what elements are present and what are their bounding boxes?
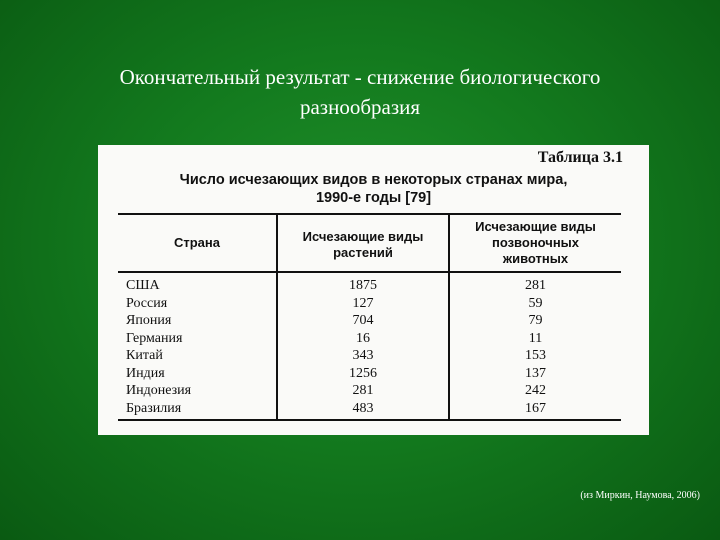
cell-country: Германия [126, 330, 183, 346]
cell-country: США [126, 278, 160, 293]
cell-country: Индонезия [126, 383, 192, 398]
table-number: Таблица 3.1 [537, 149, 623, 166]
cell-animals: 11 [528, 330, 543, 346]
header-country: Страна [173, 235, 220, 250]
cell-animals: 59 [528, 295, 543, 311]
cell-country: Россия [126, 295, 168, 311]
cell-animals: 242 [525, 383, 546, 398]
header-animals-line-2: позвоночных [491, 235, 580, 250]
cell-country: Бразилия [126, 400, 182, 416]
header-animals [450, 219, 621, 267]
cell-plants: 704 [352, 313, 374, 328]
cell-animals: 153 [525, 348, 546, 363]
cell-country: Индия [126, 365, 165, 381]
cell-plants: 1875 [349, 278, 377, 293]
column-country [126, 277, 276, 417]
slide-title-line-1: Окончательный результат - снижение биологического [119, 65, 601, 89]
cell-plants: 1256 [349, 365, 377, 381]
cell-plants: 281 [352, 383, 374, 398]
slide-title-line-2: разнообразия [299, 95, 421, 119]
cell-country: Япония [126, 313, 172, 328]
table-caption-line-2: 1990-е годы [79] [315, 190, 432, 206]
table-caption [98, 171, 649, 207]
header-plants-line-1: Исчезающие виды [302, 229, 424, 244]
cell-animals: 79 [528, 313, 543, 328]
table-caption-line-1: Число исчезающих видов в некоторых странах мира, [179, 172, 568, 188]
cell-country: Китай [126, 348, 163, 363]
slide-title [40, 62, 680, 122]
header-animals-line-3: животных [502, 251, 569, 266]
cell-plants: 127 [352, 295, 374, 311]
column-plants [278, 277, 448, 417]
cell-plants: 483 [352, 400, 374, 416]
cell-animals: 137 [525, 365, 546, 381]
source-citation: (из Миркин, Наумова, 2006) [580, 490, 700, 501]
cell-animals: 167 [525, 400, 546, 416]
header-plants [278, 229, 448, 261]
table-bottom-rule [118, 419, 621, 421]
column-animals [450, 277, 621, 417]
cell-animals: 281 [525, 278, 546, 293]
header-plants-line-2: растений [333, 245, 393, 260]
cell-plants: 16 [356, 330, 370, 346]
table-top-rule [118, 213, 621, 215]
cell-plants: 343 [352, 348, 374, 363]
table-header-rule [118, 271, 621, 273]
scanned-table-image [98, 145, 649, 435]
header-animals-line-1: Исчезающие виды [475, 219, 596, 234]
